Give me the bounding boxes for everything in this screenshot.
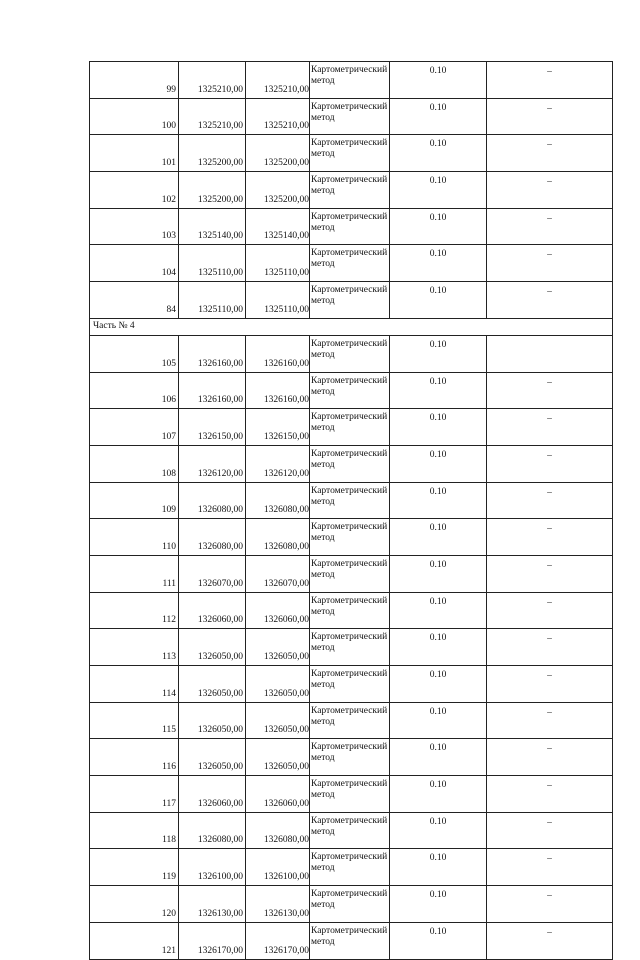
accuracy-cell: 0.10 — [390, 555, 487, 592]
y-coordinate-cell: 1325110,00 — [246, 245, 310, 282]
accuracy-cell: 0.10 — [390, 135, 487, 172]
table-row — [90, 372, 613, 409]
point-number-cell: 114 — [90, 666, 179, 703]
point-number-cell: 106 — [90, 372, 179, 409]
note-cell: – — [487, 886, 613, 923]
y-coordinate-cell: 1326050,00 — [246, 702, 310, 739]
method-cell: Картометрический метод — [310, 409, 390, 446]
table-row — [90, 776, 613, 813]
point-number-cell: 119 — [90, 849, 179, 886]
note-cell: – — [487, 62, 613, 99]
note-cell: – — [487, 776, 613, 813]
table-row — [90, 519, 613, 556]
x-coordinate-cell: 1325200,00 — [179, 172, 246, 209]
accuracy-cell: 0.10 — [390, 62, 487, 99]
table-body-part-4 — [90, 335, 613, 959]
note-cell: – — [487, 208, 613, 245]
accuracy-cell: 0.10 — [390, 666, 487, 703]
accuracy-cell: 0.10 — [390, 335, 487, 372]
x-coordinate-cell: 1326080,00 — [179, 482, 246, 519]
method-cell: Картометрический метод — [310, 849, 390, 886]
note-cell: – — [487, 245, 613, 282]
x-coordinate-cell: 1326070,00 — [179, 555, 246, 592]
y-coordinate-cell: 1326050,00 — [246, 629, 310, 666]
section-part-4 — [90, 318, 613, 335]
method-cell: Картометрический метод — [310, 372, 390, 409]
accuracy-cell: 0.10 — [390, 776, 487, 813]
accuracy-cell: 0.10 — [390, 282, 487, 319]
y-coordinate-cell: 1326160,00 — [246, 335, 310, 372]
method-cell: Картометрический метод — [310, 445, 390, 482]
table-row — [90, 555, 613, 592]
accuracy-cell: 0.10 — [390, 245, 487, 282]
note-cell: – — [487, 372, 613, 409]
y-coordinate-cell: 1326080,00 — [246, 519, 310, 556]
x-coordinate-cell: 1325200,00 — [179, 135, 246, 172]
point-number-cell: 103 — [90, 208, 179, 245]
x-coordinate-cell: 1326130,00 — [179, 886, 246, 923]
point-number-cell: 102 — [90, 172, 179, 209]
table-row — [90, 849, 613, 886]
y-coordinate-cell: 1326100,00 — [246, 849, 310, 886]
method-cell: Картометрический метод — [310, 812, 390, 849]
accuracy-cell: 0.10 — [390, 629, 487, 666]
accuracy-cell: 0.10 — [390, 409, 487, 446]
accuracy-cell: 0.10 — [390, 372, 487, 409]
x-coordinate-cell: 1325110,00 — [179, 282, 246, 319]
point-number-cell: 107 — [90, 409, 179, 446]
x-coordinate-cell: 1326050,00 — [179, 702, 246, 739]
note-cell: – — [487, 409, 613, 446]
table-row — [90, 666, 613, 703]
method-cell: Картометрический метод — [310, 482, 390, 519]
x-coordinate-cell: 1326080,00 — [179, 519, 246, 556]
note-cell: – — [487, 739, 613, 776]
point-number-cell: 104 — [90, 245, 179, 282]
x-coordinate-cell: 1326060,00 — [179, 592, 246, 629]
point-number-cell: 109 — [90, 482, 179, 519]
y-coordinate-cell: 1326060,00 — [246, 592, 310, 629]
note-cell: – — [487, 555, 613, 592]
x-coordinate-cell: 1326050,00 — [179, 739, 246, 776]
note-cell: – — [487, 98, 613, 135]
point-number-cell: 100 — [90, 98, 179, 135]
y-coordinate-cell: 1325200,00 — [246, 172, 310, 209]
point-number-cell: 117 — [90, 776, 179, 813]
y-coordinate-cell: 1325200,00 — [246, 135, 310, 172]
accuracy-cell: 0.10 — [390, 702, 487, 739]
note-cell — [487, 335, 613, 372]
method-cell: Картометрический метод — [310, 702, 390, 739]
method-cell: Картометрический метод — [310, 886, 390, 923]
table-row — [90, 62, 613, 99]
x-coordinate-cell: 1326050,00 — [179, 629, 246, 666]
method-cell: Картометрический метод — [310, 629, 390, 666]
y-coordinate-cell: 1325210,00 — [246, 98, 310, 135]
table-row — [90, 98, 613, 135]
x-coordinate-cell: 1325210,00 — [179, 62, 246, 99]
method-cell: Картометрический метод — [310, 666, 390, 703]
accuracy-cell: 0.10 — [390, 812, 487, 849]
table-row — [90, 922, 613, 959]
coordinates-table — [89, 61, 613, 960]
y-coordinate-cell: 1326120,00 — [246, 445, 310, 482]
note-cell: – — [487, 666, 613, 703]
x-coordinate-cell: 1326060,00 — [179, 776, 246, 813]
y-coordinate-cell: 1326130,00 — [246, 886, 310, 923]
y-coordinate-cell: 1326170,00 — [246, 922, 310, 959]
section-label: Часть № 4 — [90, 318, 613, 335]
table-row — [90, 739, 613, 776]
method-cell: Картометрический метод — [310, 245, 390, 282]
note-cell: – — [487, 135, 613, 172]
method-cell: Картометрический метод — [310, 172, 390, 209]
accuracy-cell: 0.10 — [390, 445, 487, 482]
y-coordinate-cell: 1325140,00 — [246, 208, 310, 245]
note-cell: – — [487, 592, 613, 629]
accuracy-cell: 0.10 — [390, 592, 487, 629]
x-coordinate-cell: 1326050,00 — [179, 666, 246, 703]
table-row — [90, 335, 613, 372]
point-number-cell: 121 — [90, 922, 179, 959]
section-row — [90, 318, 613, 335]
accuracy-cell: 0.10 — [390, 482, 487, 519]
note-cell: – — [487, 482, 613, 519]
accuracy-cell: 0.10 — [390, 739, 487, 776]
y-coordinate-cell: 1326050,00 — [246, 739, 310, 776]
point-number-cell: 120 — [90, 886, 179, 923]
table-row — [90, 629, 613, 666]
x-coordinate-cell: 1325110,00 — [179, 245, 246, 282]
table-row — [90, 812, 613, 849]
y-coordinate-cell: 1326080,00 — [246, 812, 310, 849]
table-row — [90, 208, 613, 245]
method-cell: Картометрический метод — [310, 922, 390, 959]
point-number-cell: 105 — [90, 335, 179, 372]
point-number-cell: 118 — [90, 812, 179, 849]
x-coordinate-cell: 1326100,00 — [179, 849, 246, 886]
x-coordinate-cell: 1325210,00 — [179, 98, 246, 135]
method-cell: Картометрический метод — [310, 335, 390, 372]
note-cell: – — [487, 629, 613, 666]
point-number-cell: 110 — [90, 519, 179, 556]
accuracy-cell: 0.10 — [390, 208, 487, 245]
y-coordinate-cell: 1325110,00 — [246, 282, 310, 319]
method-cell: Картометрический метод — [310, 739, 390, 776]
method-cell: Картометрический метод — [310, 98, 390, 135]
point-number-cell: 112 — [90, 592, 179, 629]
note-cell: – — [487, 519, 613, 556]
point-number-cell: 84 — [90, 282, 179, 319]
y-coordinate-cell: 1325210,00 — [246, 62, 310, 99]
method-cell: Картометрический метод — [310, 519, 390, 556]
accuracy-cell: 0.10 — [390, 519, 487, 556]
method-cell: Картометрический метод — [310, 208, 390, 245]
x-coordinate-cell: 1326160,00 — [179, 335, 246, 372]
table-row — [90, 172, 613, 209]
y-coordinate-cell: 1326150,00 — [246, 409, 310, 446]
point-number-cell: 111 — [90, 555, 179, 592]
table-row — [90, 592, 613, 629]
x-coordinate-cell: 1326170,00 — [179, 922, 246, 959]
table-row — [90, 409, 613, 446]
point-number-cell: 113 — [90, 629, 179, 666]
point-number-cell: 99 — [90, 62, 179, 99]
point-number-cell: 115 — [90, 702, 179, 739]
accuracy-cell: 0.10 — [390, 922, 487, 959]
accuracy-cell: 0.10 — [390, 172, 487, 209]
accuracy-cell: 0.10 — [390, 98, 487, 135]
table-row — [90, 245, 613, 282]
table-row — [90, 135, 613, 172]
point-number-cell: 101 — [90, 135, 179, 172]
accuracy-cell: 0.10 — [390, 886, 487, 923]
table-row — [90, 886, 613, 923]
x-coordinate-cell: 1326080,00 — [179, 812, 246, 849]
note-cell: – — [487, 282, 613, 319]
y-coordinate-cell: 1326060,00 — [246, 776, 310, 813]
note-cell: – — [487, 812, 613, 849]
x-coordinate-cell: 1326120,00 — [179, 445, 246, 482]
accuracy-cell: 0.10 — [390, 849, 487, 886]
x-coordinate-cell: 1326150,00 — [179, 409, 246, 446]
y-coordinate-cell: 1326080,00 — [246, 482, 310, 519]
note-cell: – — [487, 922, 613, 959]
point-number-cell: 116 — [90, 739, 179, 776]
method-cell: Картометрический метод — [310, 62, 390, 99]
table-row — [90, 702, 613, 739]
table-row — [90, 445, 613, 482]
x-coordinate-cell: 1326160,00 — [179, 372, 246, 409]
x-coordinate-cell: 1325140,00 — [179, 208, 246, 245]
note-cell: – — [487, 445, 613, 482]
table-row — [90, 482, 613, 519]
note-cell: – — [487, 702, 613, 739]
method-cell: Картометрический метод — [310, 135, 390, 172]
y-coordinate-cell: 1326070,00 — [246, 555, 310, 592]
method-cell: Картометрический метод — [310, 282, 390, 319]
point-number-cell: 108 — [90, 445, 179, 482]
method-cell: Картометрический метод — [310, 555, 390, 592]
note-cell: – — [487, 172, 613, 209]
note-cell: – — [487, 849, 613, 886]
method-cell: Картометрический метод — [310, 592, 390, 629]
table-body-part-3 — [90, 62, 613, 319]
method-cell: Картометрический метод — [310, 776, 390, 813]
y-coordinate-cell: 1326160,00 — [246, 372, 310, 409]
table-row — [90, 282, 613, 319]
y-coordinate-cell: 1326050,00 — [246, 666, 310, 703]
